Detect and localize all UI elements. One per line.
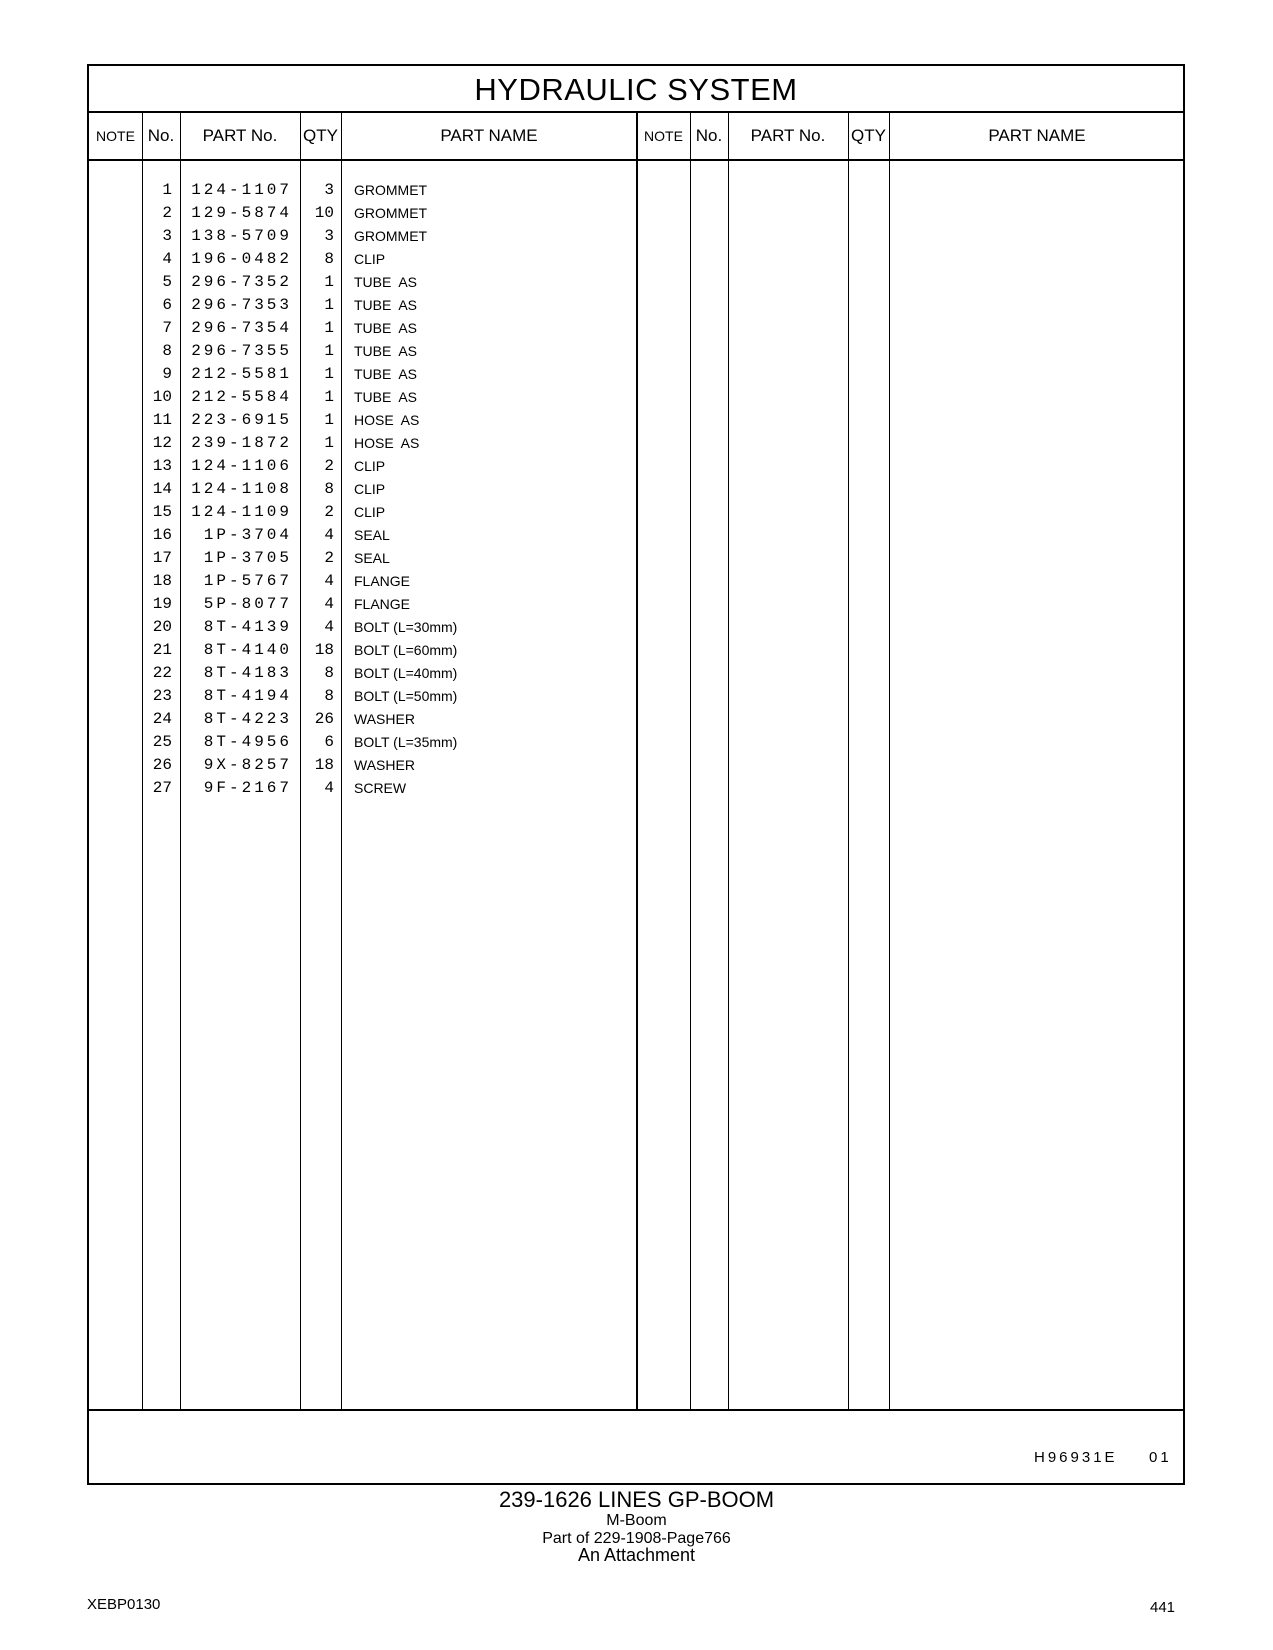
row-part-name: WASHER (354, 757, 415, 773)
row-part-name: CLIP (354, 458, 386, 474)
row-part-name: HOSE AS (354, 435, 420, 451)
row-part-number: 196-0482 (191, 250, 292, 268)
row-quantity: 4 (324, 618, 334, 636)
row-quantity: 1 (324, 319, 334, 337)
row-part-name: SCREW (354, 780, 407, 796)
row-quantity: 1 (324, 388, 334, 406)
header-part-no-right: PART No. (728, 113, 848, 161)
row-quantity: 1 (324, 434, 334, 452)
row-number: 24 (152, 710, 172, 728)
row-number: 4 (162, 250, 172, 268)
column-divider (889, 113, 890, 1409)
row-part-number: 296-7355 (191, 342, 292, 360)
header-qty-left: QTY (300, 113, 341, 161)
row-part-name: BOLT (L=30mm) (354, 619, 458, 635)
row-quantity: 1 (324, 342, 334, 360)
row-number: 16 (152, 526, 172, 544)
row-quantity: 4 (324, 779, 334, 797)
row-quantity: 8 (324, 250, 334, 268)
row-quantity: 3 (324, 181, 334, 199)
row-part-number: 5P-8077 (203, 595, 292, 613)
row-part-number: 8T-4139 (203, 618, 292, 636)
row-quantity: 2 (324, 457, 334, 475)
row-part-number: 1P-5767 (203, 572, 292, 590)
row-part-number: 8T-4183 (203, 664, 292, 682)
parts-table-frame (87, 64, 1185, 1485)
page-number: 441 (1150, 1599, 1176, 1616)
row-number: 14 (152, 480, 172, 498)
header-part-name-left: PART NAME (341, 113, 637, 161)
row-part-number: 1P-3704 (203, 526, 292, 544)
row-part-name: BOLT (L=40mm) (354, 665, 458, 681)
row-number: 17 (152, 549, 172, 567)
header-qty-right: QTY (848, 113, 889, 161)
row-quantity: 4 (324, 526, 334, 544)
row-part-number: 124-1107 (191, 181, 292, 199)
row-number: 3 (162, 227, 172, 245)
row-number: 5 (162, 273, 172, 291)
row-part-number: 296-7353 (191, 296, 292, 314)
header-no-left: No. (142, 113, 180, 161)
table-bottom-divider (89, 1409, 1183, 1411)
row-quantity: 18 (314, 641, 334, 659)
row-quantity: 4 (324, 595, 334, 613)
row-number: 9 (162, 365, 172, 383)
row-quantity: 2 (324, 549, 334, 567)
row-number: 11 (152, 411, 172, 429)
row-part-name: BOLT (L=35mm) (354, 734, 458, 750)
row-number: 22 (152, 664, 172, 682)
column-divider (848, 113, 849, 1409)
row-part-name: FLANGE (354, 573, 411, 589)
row-part-name: TUBE AS (354, 320, 418, 336)
caption-title: 239-1626 LINES GP-BOOM (498, 1487, 775, 1512)
row-part-number: 296-7352 (191, 273, 292, 291)
illustration-rev: 01 (1149, 1449, 1172, 1466)
row-quantity: 1 (324, 296, 334, 314)
row-number: 8 (162, 342, 172, 360)
row-part-number: 296-7354 (191, 319, 292, 337)
row-part-name: GROMMET (354, 182, 428, 198)
row-part-name: CLIP (354, 504, 386, 520)
row-quantity: 26 (314, 710, 334, 728)
page-title: HYDRAULIC SYSTEM (89, 66, 1183, 113)
header-part-name-right: PART NAME (889, 113, 1185, 161)
row-number: 12 (152, 434, 172, 452)
row-part-name: GROMMET (354, 205, 428, 221)
row-number: 6 (162, 296, 172, 314)
row-quantity: 3 (324, 227, 334, 245)
row-number: 10 (152, 388, 172, 406)
row-part-number: 8T-4140 (203, 641, 292, 659)
document-id: XEBP0130 (87, 1596, 161, 1613)
row-part-number: 223-6915 (191, 411, 292, 429)
row-part-name: FLANGE (354, 596, 411, 612)
row-part-number: 212-5581 (191, 365, 292, 383)
row-part-number: 129-5874 (191, 204, 292, 222)
row-number: 21 (152, 641, 172, 659)
row-part-number: 124-1106 (191, 457, 292, 475)
column-divider (142, 113, 143, 1409)
row-part-name: SEAL (354, 550, 390, 566)
row-part-name: TUBE AS (354, 343, 418, 359)
row-number: 25 (152, 733, 172, 751)
header-note-left: NOTE (89, 113, 142, 161)
row-part-name: HOSE AS (354, 412, 420, 428)
row-number: 1 (162, 181, 172, 199)
column-divider (180, 113, 181, 1409)
row-quantity: 18 (314, 756, 334, 774)
caption-attachment: An Attachment (577, 1545, 696, 1565)
row-number: 23 (152, 687, 172, 705)
column-divider (300, 113, 301, 1409)
row-part-number: 124-1108 (191, 480, 292, 498)
row-number: 20 (152, 618, 172, 636)
row-part-name: BOLT (L=60mm) (354, 642, 458, 658)
row-part-name: TUBE AS (354, 389, 418, 405)
row-quantity: 6 (324, 733, 334, 751)
row-quantity: 1 (324, 411, 334, 429)
header-part-no-left: PART No. (180, 113, 300, 161)
caption-subtitle: M-Boom (606, 1512, 667, 1529)
row-part-number: 1P-3705 (203, 549, 292, 567)
row-quantity: 10 (314, 204, 334, 222)
row-number: 26 (152, 756, 172, 774)
row-quantity: 1 (324, 273, 334, 291)
row-number: 2 (162, 204, 172, 222)
column-divider (728, 113, 729, 1409)
row-quantity: 4 (324, 572, 334, 590)
row-part-name: TUBE AS (354, 297, 418, 313)
row-part-number: 8T-4223 (203, 710, 292, 728)
row-quantity: 8 (324, 664, 334, 682)
row-part-number: 124-1109 (191, 503, 292, 521)
row-number: 19 (152, 595, 172, 613)
row-number: 7 (162, 319, 172, 337)
row-part-name: WASHER (354, 711, 415, 727)
center-divider (636, 113, 638, 1409)
row-quantity: 8 (324, 687, 334, 705)
column-divider (341, 113, 342, 1409)
row-part-number: 9X-8257 (203, 756, 292, 774)
row-part-name: SEAL (354, 527, 390, 543)
row-part-number: 239-1872 (191, 434, 292, 452)
caption-part-of: Part of 229-1908-Page766 (542, 1530, 731, 1547)
row-part-name: GROMMET (354, 228, 428, 244)
row-number: 27 (152, 779, 172, 797)
row-number: 13 (152, 457, 172, 475)
row-part-name: CLIP (354, 481, 386, 497)
header-no-right: No. (690, 113, 728, 161)
row-number: 18 (152, 572, 172, 590)
row-part-name: TUBE AS (354, 274, 418, 290)
row-quantity: 8 (324, 480, 334, 498)
header-note-right: NOTE (637, 113, 690, 161)
row-part-number: 212-5584 (191, 388, 292, 406)
row-part-name: CLIP (354, 251, 386, 267)
row-part-number: 138-5709 (191, 227, 292, 245)
row-part-number: 8T-4194 (203, 687, 292, 705)
row-quantity: 2 (324, 503, 334, 521)
illustration-code: H96931E (1034, 1449, 1118, 1466)
row-part-name: BOLT (L=50mm) (354, 688, 458, 704)
row-quantity: 1 (324, 365, 334, 383)
column-divider (690, 113, 691, 1409)
row-part-number: 8T-4956 (203, 733, 292, 751)
row-part-name: TUBE AS (354, 366, 418, 382)
row-part-number: 9F-2167 (203, 779, 292, 797)
row-number: 15 (152, 503, 172, 521)
